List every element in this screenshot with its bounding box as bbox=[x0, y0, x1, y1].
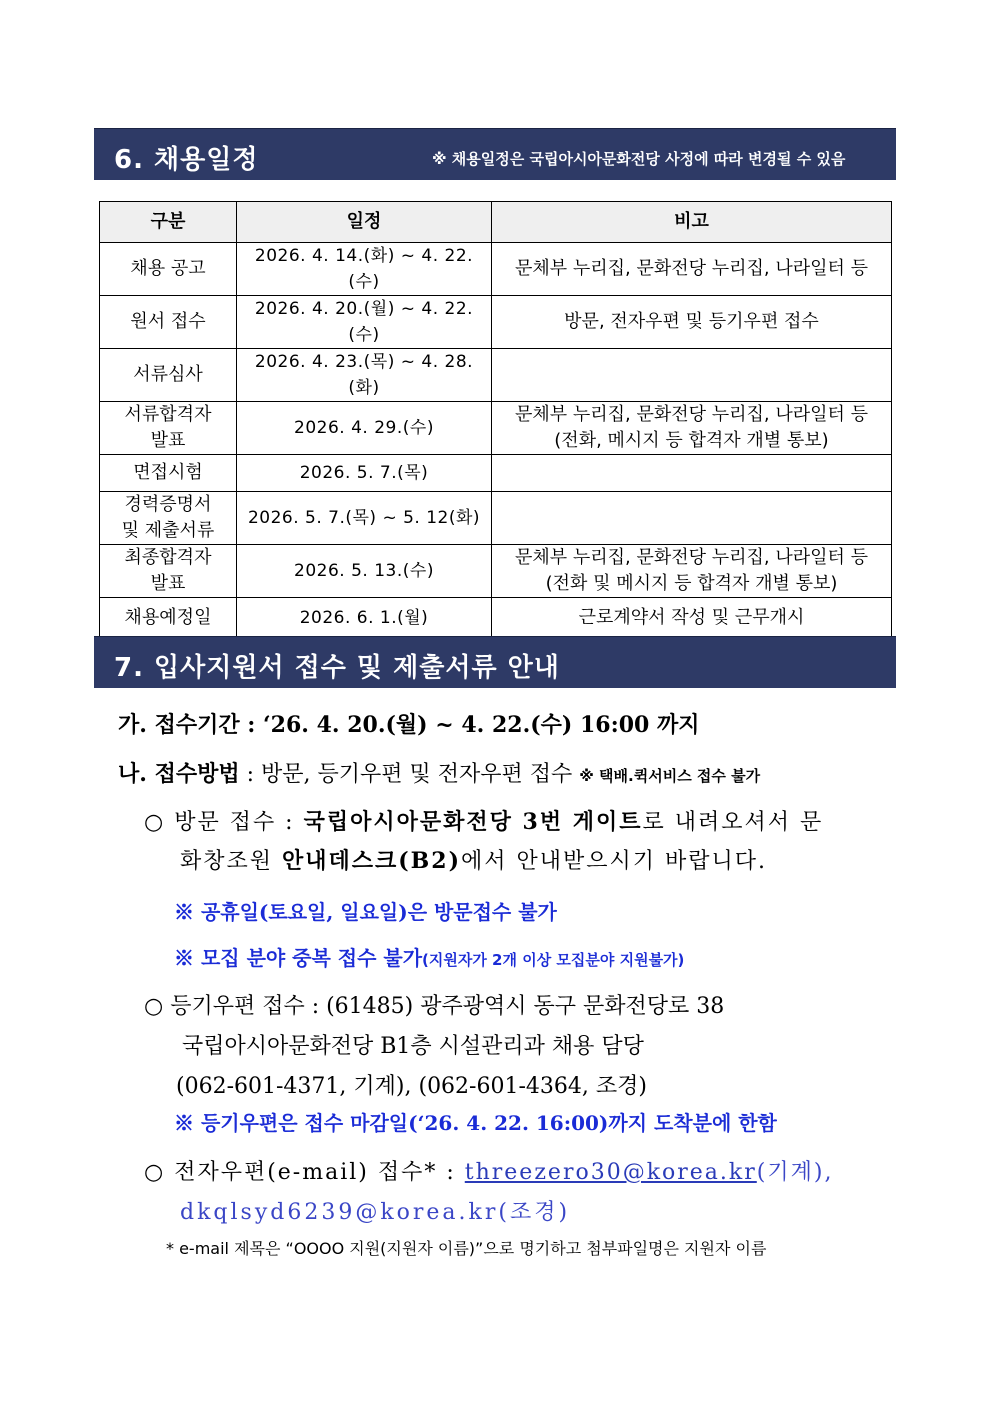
table-row bbox=[100, 296, 892, 349]
row-category-line2: 발표 bbox=[150, 573, 186, 594]
table-row bbox=[100, 598, 892, 638]
row-category-line2: 발표 bbox=[150, 430, 186, 451]
visit-text-e: 안내데스크(B2) bbox=[282, 848, 461, 874]
email-link-1[interactable]: threezero30@korea.kr bbox=[464, 1160, 757, 1185]
row-date: 2026. 4. 14.(화) ~ 4. 22.(수) bbox=[237, 243, 492, 296]
table-header-row bbox=[100, 202, 892, 243]
row-category bbox=[100, 402, 237, 455]
table-row bbox=[100, 349, 892, 402]
row-remark bbox=[492, 545, 892, 598]
row-category: 원서 접수 bbox=[100, 296, 237, 349]
visit-text-f: 에서 안내받으시기 바랍니다. bbox=[461, 849, 768, 874]
row-category: 채용예정일 bbox=[100, 598, 237, 638]
header-remark: 비고 bbox=[492, 202, 892, 243]
row-category-line2: 및 제출서류 bbox=[121, 520, 215, 541]
duplicate-note bbox=[174, 942, 684, 971]
row-date: 2026. 6. 1.(월) bbox=[237, 598, 492, 638]
row-category: 채용 공고 bbox=[100, 243, 237, 296]
table-row bbox=[100, 402, 892, 455]
row-date: 2026. 4. 29.(수) bbox=[237, 402, 492, 455]
method-text: : 방문, 등기우편 및 전자우편 접수 bbox=[239, 762, 580, 787]
row-date: 2026. 5. 13.(수) bbox=[237, 545, 492, 598]
holiday-note: ※ 공휴일(토요일, 일요일)은 방문접수 불가 bbox=[174, 900, 557, 924]
section7-title: 7. 입사지원서 접수 및 제출서류 안내 bbox=[114, 653, 560, 683]
header-category: 구분 bbox=[100, 202, 237, 243]
table-row bbox=[100, 545, 892, 598]
table-row bbox=[100, 455, 892, 492]
visit-line-2 bbox=[180, 844, 767, 875]
table-row bbox=[100, 243, 892, 296]
row-category-line1: 최종합격자 bbox=[124, 547, 212, 568]
row-remark: 근로계약서 작성 및 근무개시 bbox=[492, 598, 892, 638]
schedule-table bbox=[99, 201, 892, 638]
email-prefix: ○ 전자우편(e-mail) 접수* : bbox=[144, 1160, 465, 1185]
table-row bbox=[100, 492, 892, 545]
section6-note: ※ 채용일정은 국립아시아문화전당 사정에 따라 변경될 수 있음 bbox=[432, 150, 846, 168]
email-suffix-1: (기계), bbox=[756, 1160, 834, 1185]
method-line bbox=[118, 757, 760, 788]
row-remark-line1: 문체부 누리집, 문화전당 누리집, 나라일터 등 bbox=[514, 404, 869, 425]
visit-text-c: 로 내려오셔서 문 bbox=[642, 810, 824, 835]
visit-text-a: ○ 방문 접수 : bbox=[144, 810, 304, 835]
email-line-1 bbox=[144, 1155, 833, 1186]
row-remark bbox=[492, 455, 892, 492]
section6-title: 6. 채용일정 bbox=[114, 145, 259, 175]
visit-text-b: 국립아시아문화전당 3번 게이트 bbox=[303, 809, 643, 835]
row-category: 면접시험 bbox=[100, 455, 237, 492]
method-label: 나. 접수방법 bbox=[118, 761, 240, 787]
row-remark-line1: 문체부 누리집, 문화전당 누리집, 나라일터 등 bbox=[514, 547, 869, 568]
mail-note: ※ 등기우편은 접수 마감일(‘26. 4. 22. 16:00)까지 도착분에 한함 bbox=[174, 1111, 777, 1135]
header-date: 일정 bbox=[237, 202, 492, 243]
row-date: 2026. 4. 20.(월) ~ 4. 22.(수) bbox=[237, 296, 492, 349]
section6-header bbox=[94, 128, 896, 180]
row-remark: 문체부 누리집, 문화전당 누리집, 나라일터 등 bbox=[492, 243, 892, 296]
row-date: 2026. 4. 23.(목) ~ 4. 28.(화) bbox=[237, 349, 492, 402]
email-line-2[interactable]: dkqlsyd6239@korea.kr(조경) bbox=[180, 1200, 571, 1225]
row-category: 서류심사 bbox=[100, 349, 237, 402]
duplicate-note-small: (지원자가 2개 이상 모집분야 지원불가) bbox=[422, 951, 685, 969]
footnote: * e-mail 제목은 “OOOO 지원(지원자 이름)”으로 명기하고 첨부파일명은 지원자 이름 bbox=[166, 1239, 767, 1258]
row-category-line1: 서류합격자 bbox=[124, 404, 212, 425]
row-category bbox=[100, 492, 237, 545]
method-note: ※ 택배.퀵서비스 접수 불가 bbox=[579, 767, 761, 785]
row-date: 2026. 5. 7.(목) bbox=[237, 455, 492, 492]
row-category-line1: 경력증명서 bbox=[124, 494, 212, 515]
period-line: 가. 접수기간 : ‘26. 4. 20.(월) ~ 4. 22.(수) 16:00 까지 bbox=[118, 712, 700, 738]
mail-line-1: ○ 등기우편 접수 : (61485) 광주광역시 동구 문화전당로 38 bbox=[144, 994, 725, 1019]
mail-line-2: 국립아시아문화전당 B1층 시설관리과 채용 담당 bbox=[182, 1034, 644, 1059]
visit-line-1 bbox=[144, 805, 823, 836]
row-remark: 방문, 전자우편 및 등기우편 접수 bbox=[492, 296, 892, 349]
section7-header bbox=[94, 636, 896, 688]
mail-line-3: (062-601-4371, 기계), (062-601-4364, 조경) bbox=[176, 1074, 647, 1099]
row-remark-line2: (전화, 메시지 등 합격자 개별 통보) bbox=[554, 430, 829, 451]
duplicate-note-main: ※ 모집 분야 중복 접수 불가 bbox=[174, 946, 423, 970]
row-remark bbox=[492, 492, 892, 545]
row-remark-line2: (전화 및 메시지 등 합격자 개별 통보) bbox=[545, 573, 838, 594]
row-remark bbox=[492, 349, 892, 402]
row-date: 2026. 5. 7.(목) ~ 5. 12(화) bbox=[237, 492, 492, 545]
visit-text-d: 화창조원 bbox=[180, 849, 283, 874]
row-category bbox=[100, 545, 237, 598]
row-remark bbox=[492, 402, 892, 455]
